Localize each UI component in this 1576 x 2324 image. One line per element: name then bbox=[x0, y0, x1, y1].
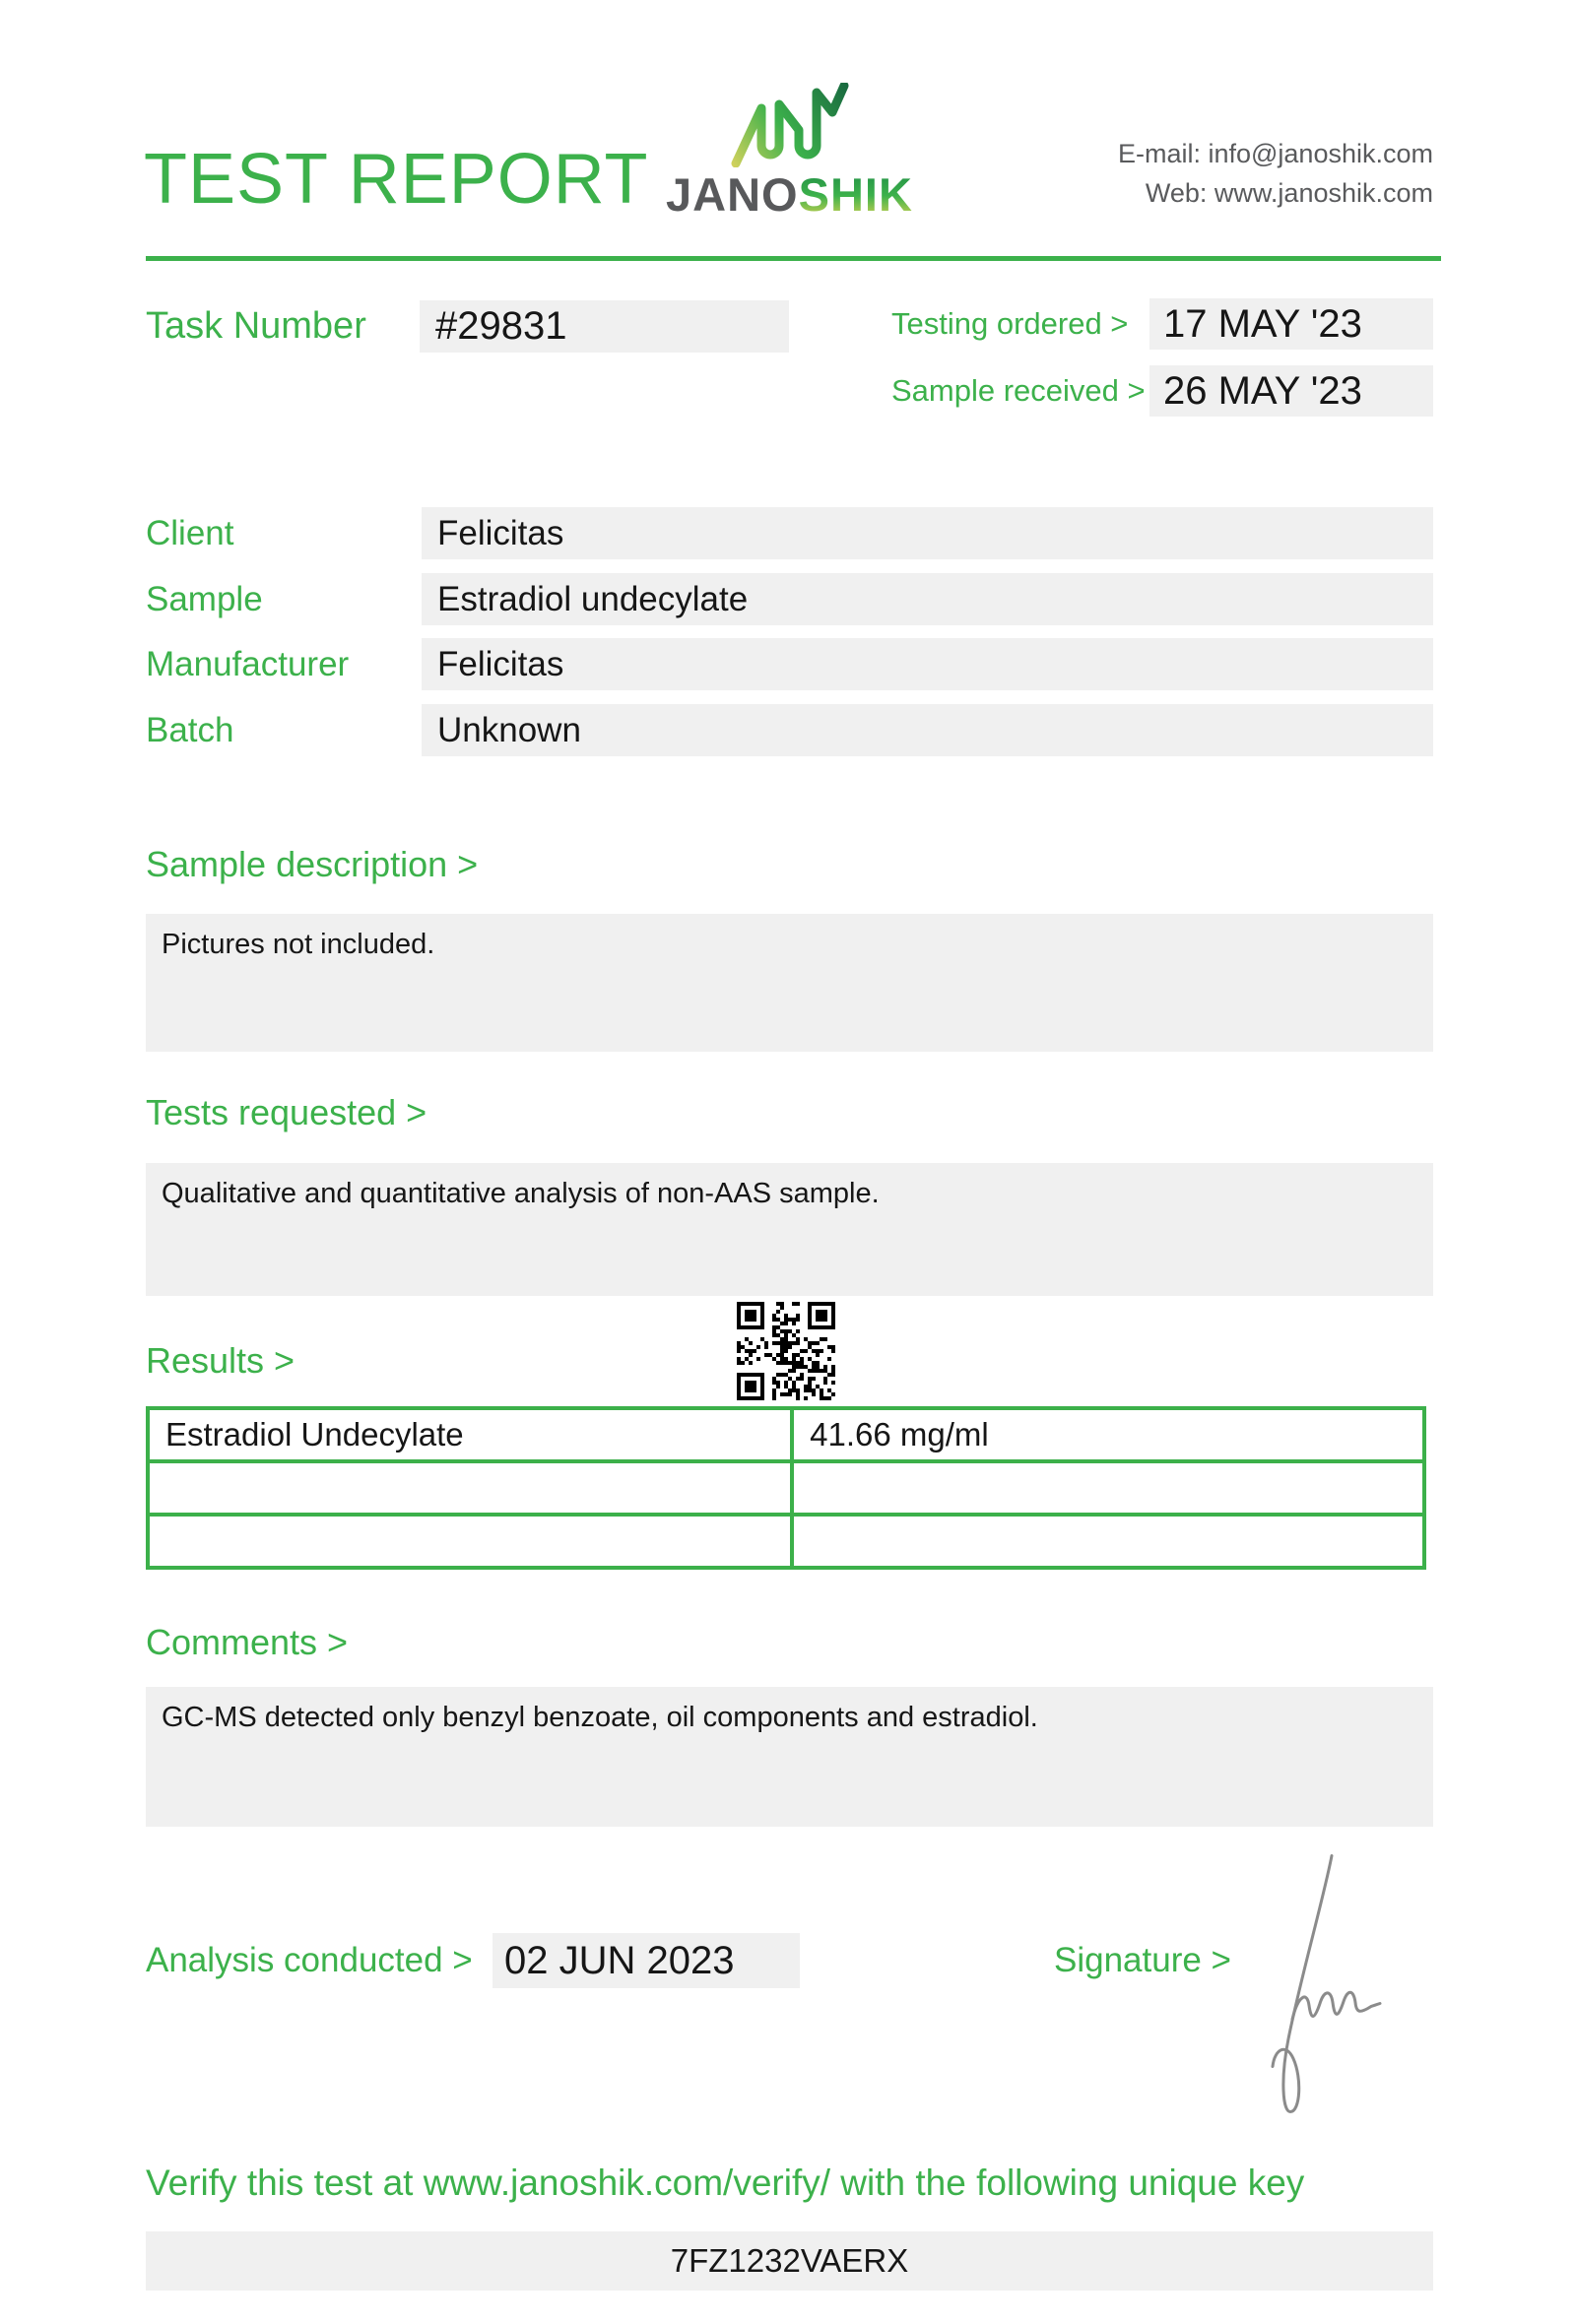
verify-instruction: Verify this test at www.janoshik.com/verify/ with the following unique key bbox=[146, 2163, 1305, 2203]
batch-label: Batch bbox=[146, 711, 234, 749]
contact-email: E-mail: info@janoshik.com bbox=[1117, 139, 1433, 168]
result-substance-cell: Estradiol Undecylate bbox=[148, 1408, 792, 1461]
result-value-cell: 41.66 mg/ml bbox=[792, 1408, 1424, 1461]
table-row bbox=[148, 1408, 1424, 1461]
result-value-cell bbox=[792, 1515, 1424, 1568]
results-heading: Results > bbox=[146, 1340, 296, 1381]
client-label: Client bbox=[146, 514, 234, 552]
analysis-conducted-label: Analysis conducted > bbox=[146, 1941, 473, 1979]
sample-received-label: Sample received > bbox=[891, 373, 1146, 408]
sample-description-box: Pictures not included. bbox=[146, 914, 1433, 1052]
analysis-conducted-value: 02 JUN 2023 bbox=[492, 1933, 800, 1988]
trend-chart-icon bbox=[728, 83, 851, 167]
qr-code bbox=[737, 1302, 835, 1400]
testing-ordered-label: Testing ordered > bbox=[891, 306, 1129, 341]
task-number-value: #29831 bbox=[420, 300, 789, 353]
comments-heading: Comments > bbox=[146, 1622, 349, 1662]
manufacturer-label: Manufacturer bbox=[146, 645, 350, 683]
logo-word-shik: SHIK bbox=[798, 168, 913, 221]
results-table bbox=[146, 1406, 1426, 1570]
tests-requested-heading: Tests requested > bbox=[146, 1092, 427, 1132]
tests-requested-box: Qualitative and quantitative analysis of non-AAS sample. bbox=[146, 1163, 1433, 1296]
page-title: TEST REPORT bbox=[144, 140, 649, 219]
logo-wordmark bbox=[666, 168, 913, 221]
task-number-label: Task Number bbox=[146, 305, 366, 347]
contact-web: Web: www.janoshik.com bbox=[1145, 178, 1433, 208]
sample-value: Estradiol undecylate bbox=[422, 573, 1433, 625]
verify-key: 7FZ1232VAERX bbox=[146, 2231, 1433, 2291]
batch-value: Unknown bbox=[422, 704, 1433, 756]
logo-word-jano: JANO bbox=[666, 168, 799, 221]
sample-description-heading: Sample description > bbox=[146, 844, 479, 884]
contact-block bbox=[1118, 134, 1433, 213]
janoshik-logo bbox=[666, 83, 913, 221]
result-substance-cell bbox=[148, 1515, 792, 1568]
client-value: Felicitas bbox=[422, 507, 1433, 559]
table-row bbox=[148, 1515, 1424, 1568]
header-divider bbox=[146, 256, 1441, 261]
manufacturer-value: Felicitas bbox=[422, 638, 1433, 690]
table-row bbox=[148, 1461, 1424, 1515]
signature-label: Signature > bbox=[1054, 1941, 1231, 1979]
sample-label: Sample bbox=[146, 580, 263, 618]
testing-ordered-value: 17 MAY '23 bbox=[1149, 298, 1433, 350]
comments-box: GC-MS detected only benzyl benzoate, oil components and estradiol. bbox=[146, 1687, 1433, 1827]
result-substance-cell bbox=[148, 1461, 792, 1515]
sample-received-value: 26 MAY '23 bbox=[1149, 365, 1433, 417]
signature-scribble bbox=[1263, 1847, 1391, 2138]
result-value-cell bbox=[792, 1461, 1424, 1515]
